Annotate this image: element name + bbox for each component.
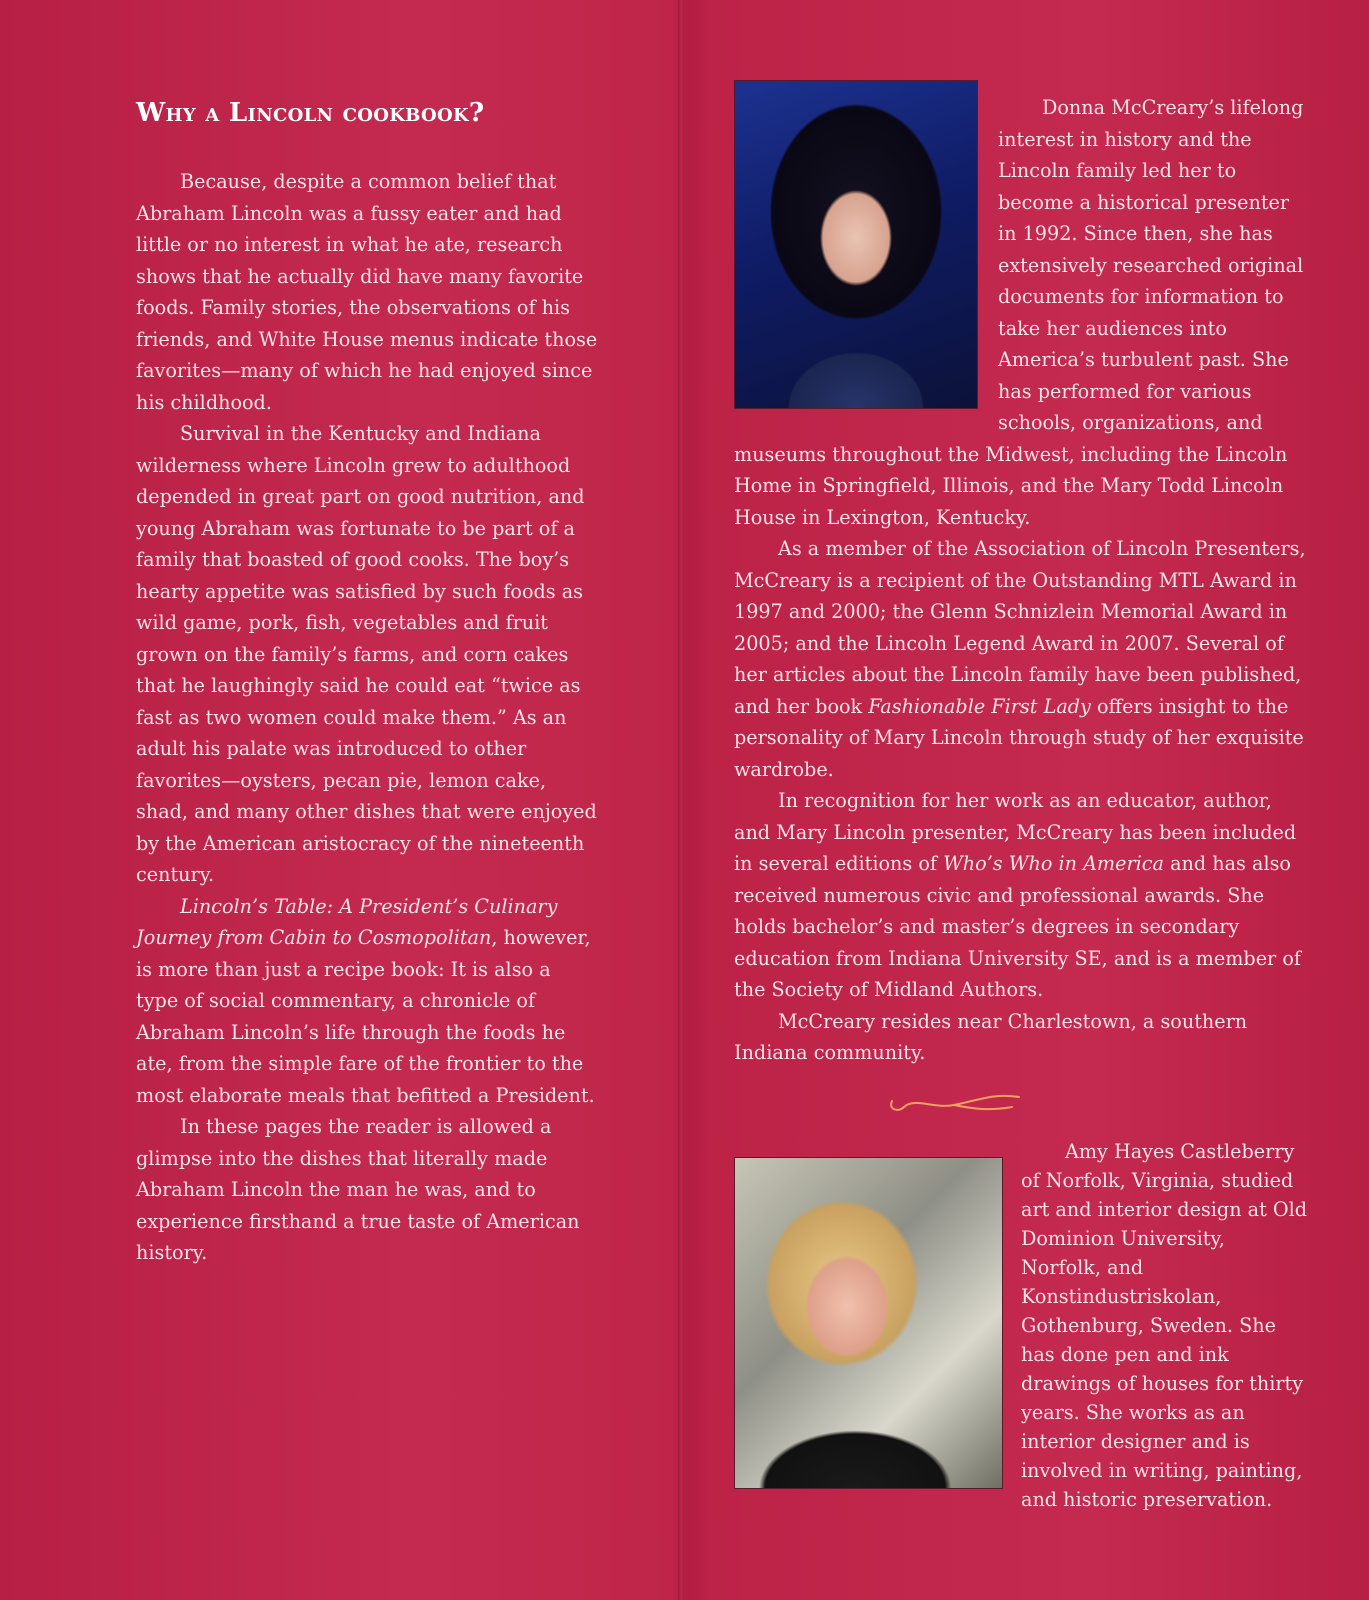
survival-paragraph: Survival in the Kentucky and Indiana wilderness where Lincoln grew to adulthood depended in great part on good nutrition, and young Abraham was fortunate to be part of a family that boasted of good cooks. The boy’s hearty appetite was satisfied by such foods as wild game, pork, fish, vegetables and fruit grown on the family’s farms, and corn cakes that he laughingly said he could eat “twice as fast as two women could make them.” As an adult his palate was introduced to other favorites—oysters, pecan pie, lemon cake, shad, and many other dishes that were enjoyed by the American aristocracy of the nineteenth century. bbox=[136, 422, 597, 886]
author-recognition-paragraph bbox=[734, 785, 1309, 1006]
flap-heading: Why a Lincoln cookbook? bbox=[136, 98, 485, 128]
author-recognition-text: In recognition for her work as an educator, author, and Mary Lincoln presenter, McCreary has been included in several editions of bbox=[734, 789, 1297, 875]
author-awards-text-end: offers insight to the personality of Mary Lincoln through study of her exquisite wardrobe. bbox=[734, 694, 1304, 781]
whos-who-title: Who’s Who in America bbox=[943, 852, 1164, 875]
closing-paragraph: In these pages the reader is allowed a glimpse into the dishes that literally made Abraham Lincoln the man he was, and to experience firsthand a true taste of American history. bbox=[136, 1115, 580, 1264]
back-flap bbox=[734, 92, 1309, 1514]
author-residence-paragraph: McCreary resides near Charlestown, a southern Indiana community. bbox=[734, 1009, 1248, 1064]
author-bio-paragraph: Donna McCreary’s lifelong interest in history and the Lincoln family led her to become a historical presenter in 1992. Since then, she has extensively researched original documents for information to take her audiences into America’s turbulent past. She has performed for various schools, organizations, and museums throughout the Midwest, including the Lincoln Home in Springfield, Illinois, and the Mary Todd Lincoln House in Lexington, Kentucky. bbox=[734, 96, 1304, 529]
illustrator-photo-amy-castleberry bbox=[734, 1157, 1003, 1489]
intro-paragraph: Because, despite a common belief that Abraham Lincoln was a fussy eater and had little or no interest in what he ate, research shows that he actually did have many favorite foods. Family stories, the observations of his friends, and White House menus indicate those favorites—many of which he had enjoyed since his childhood. bbox=[136, 170, 598, 414]
illustrator-bio-paragraph: Amy Hayes Castleberry of Norfolk, Virginia, studied art and interior design at Old Dominion University, Norfolk, and Konstindustriskolan, Gothenburg, Sweden. She has done pen and ink drawings of houses for thirty years. She works as an interior designer and is involved in writing, painting, and historic preservation. bbox=[1021, 1139, 1308, 1511]
author-awards-paragraph bbox=[734, 533, 1309, 785]
author-awards-text: As a member of the Association of Lincoln Presenters, McCreary is a recipient of the Outstanding MTL Award in 1997 and 2000; the Glenn Schnizlein Memorial Award in 2005; and the Lincoln Legend Award in 2007. Several of her articles about the Lincoln family have been published, and her book bbox=[734, 537, 1306, 718]
author-recognition-text-end: and has also received numerous civic and professional awards. She holds bachelor’s and master’s degrees in secondary education from Indiana University SE, and is a member of the Society of Midland Authors. bbox=[734, 852, 1301, 1001]
fold-line bbox=[678, 0, 682, 1600]
book-title: Lincoln’s Table: A President’s Culinary Journey from Cabin to Cosmopolitan bbox=[136, 894, 558, 949]
author-photo-donna-mccreary bbox=[734, 80, 978, 409]
book-description-paragraph bbox=[136, 891, 598, 1112]
book-description-text: , however, is more than just a recipe book: It is also a type of social commentary, a chronicle of Abraham Lincoln’s life through the foods he ate, from the simple fare of the frontier to the most elaborate meals that befitted a President. bbox=[136, 926, 595, 1107]
front-flap bbox=[136, 98, 598, 1269]
author-book-title: Fashionable First Lady bbox=[868, 694, 1091, 718]
ornament-flourish bbox=[884, 1087, 1024, 1117]
illustrator-bio bbox=[734, 1137, 1309, 1514]
